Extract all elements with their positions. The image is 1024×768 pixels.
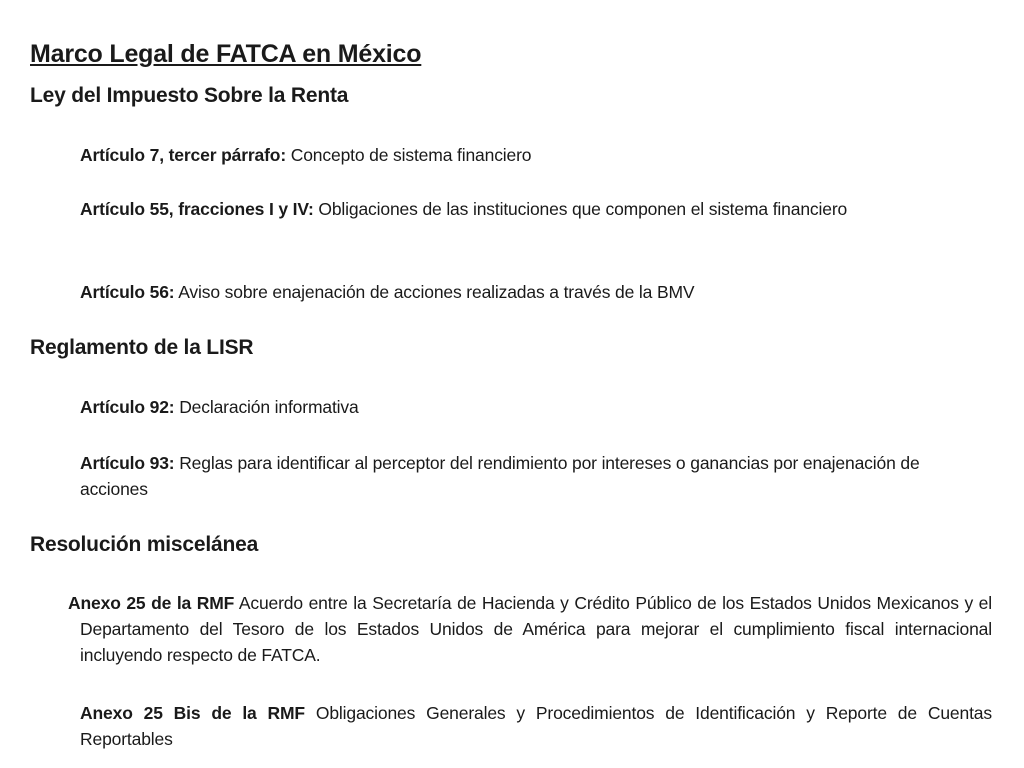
- item-label: Artículo 55, fracciones I y IV:: [80, 199, 314, 219]
- list-item: [80, 700, 992, 752]
- item-label: Anexo 25 Bis de la RMF: [80, 703, 305, 723]
- item-text: Acuerdo entre la Secretaría de Hacienda y Crédito Público de los Estados Unidos Mexicanos y el Departamento del Tesoro de los Estados Unidos de América para mejorar el cumplimiento fiscal internacional incluyendo respecto de FATCA.: [80, 593, 992, 665]
- item-label: Artículo 92:: [80, 397, 175, 417]
- item-text: Declaración informativa: [179, 397, 359, 417]
- section-heading-reglamento: Reglamento de la LISR: [30, 336, 254, 359]
- item-label: Artículo 93:: [80, 453, 175, 473]
- section-heading-lisr: Ley del Impuesto Sobre la Renta: [30, 84, 349, 107]
- item-text: Obligaciones Generales y Procedimientos de Identificación y Reporte de Cuentas Reportables: [80, 703, 992, 749]
- list-item: [68, 590, 992, 668]
- list-item: [80, 196, 992, 222]
- item-text: Reglas para identificar al perceptor del rendimiento por intereses o ganancias por enajenación de acciones: [80, 453, 920, 499]
- item-label: Anexo 25 de la RMF: [68, 593, 235, 613]
- slide-title: Marco Legal de FATCA en México: [30, 40, 422, 68]
- list-item: [80, 279, 992, 305]
- section-heading-resolucion: Resolución miscelánea: [30, 533, 259, 556]
- item-text: Concepto de sistema financiero: [290, 145, 532, 165]
- item-label: Artículo 7, tercer párrafo:: [80, 145, 287, 165]
- item-text: Obligaciones de las instituciones que componen el sistema financiero: [318, 199, 848, 219]
- item-label: Artículo 56:: [80, 282, 175, 302]
- list-item: [80, 450, 992, 502]
- item-text: Aviso sobre enajenación de acciones realizadas a través de la BMV: [178, 282, 695, 302]
- list-item: [80, 394, 992, 420]
- list-item: [80, 142, 992, 168]
